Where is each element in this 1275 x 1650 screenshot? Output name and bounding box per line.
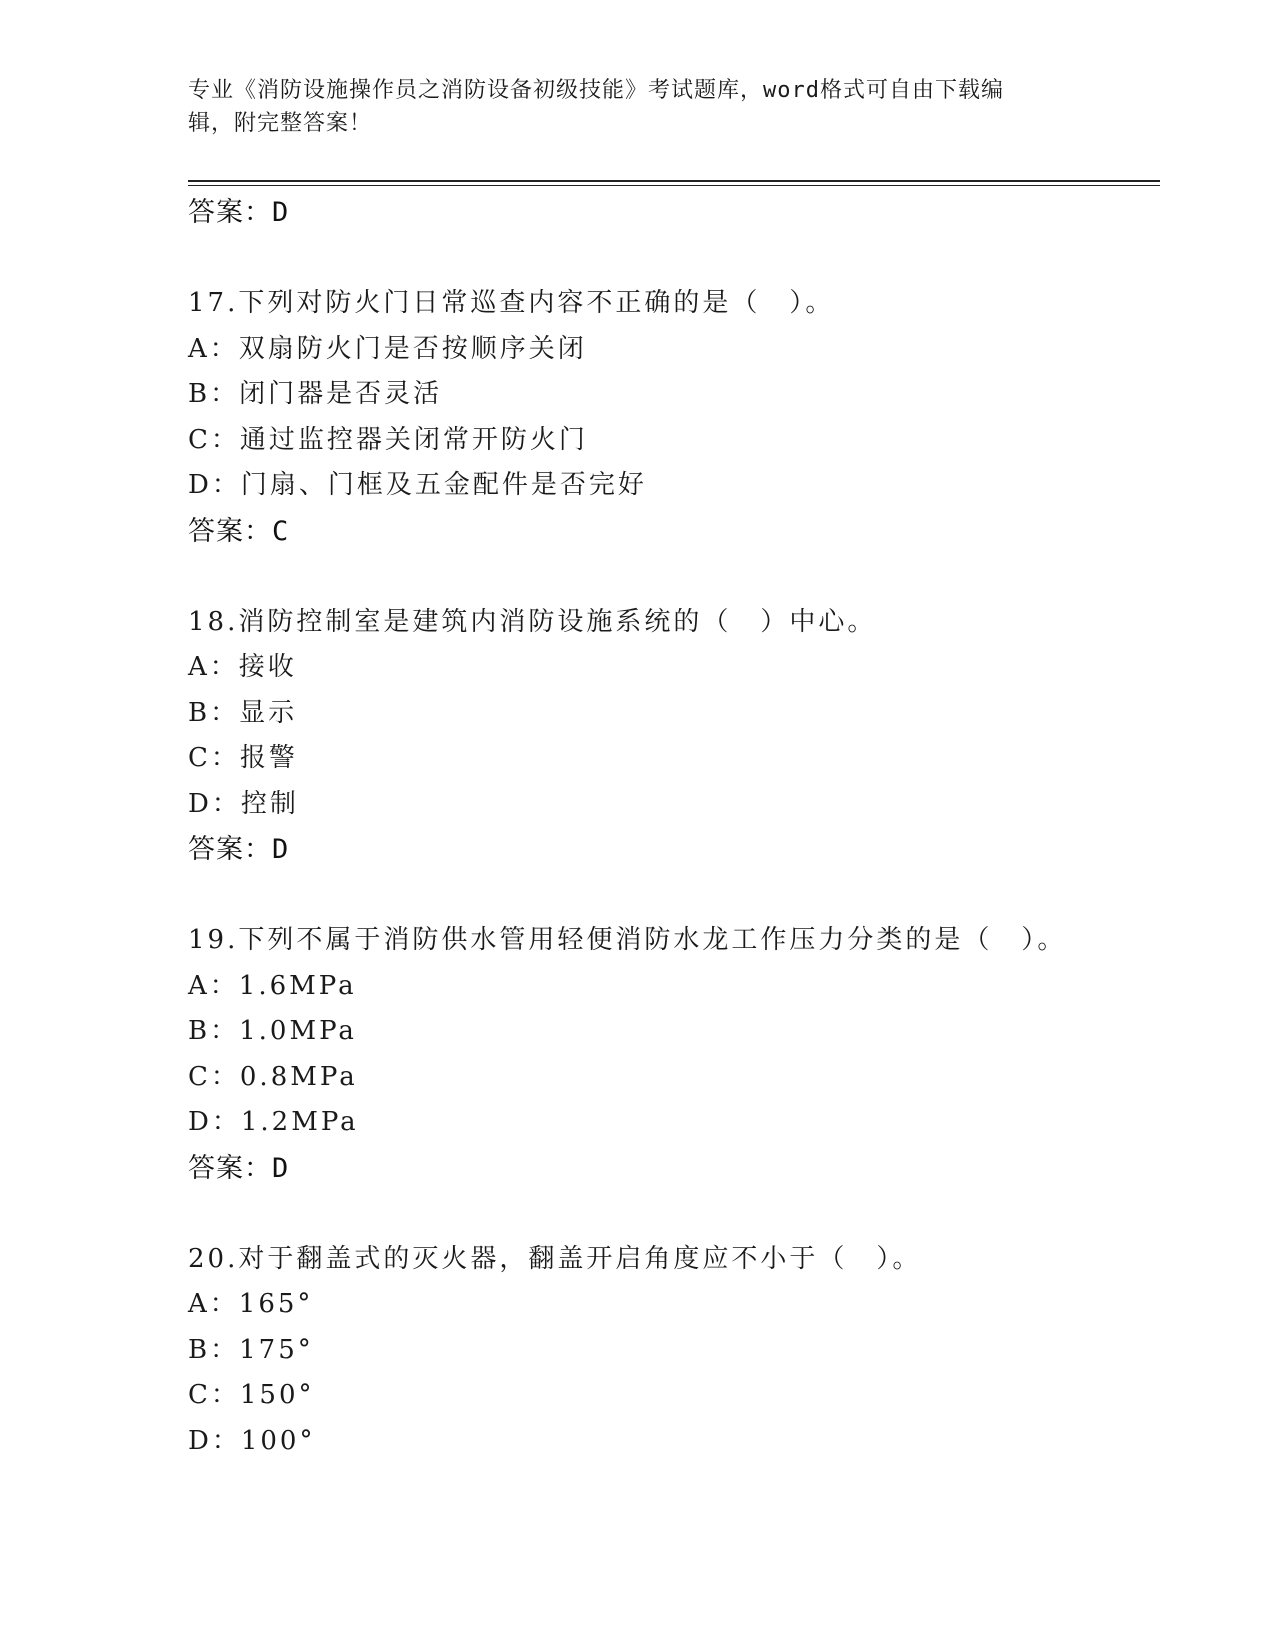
option-a: A：接收 xyxy=(188,652,297,682)
option-d: D：100° xyxy=(188,1425,316,1456)
question-18 xyxy=(188,600,1160,873)
header-rule-thin xyxy=(188,185,1160,186)
option-c: C：通过监控器关闭常开防火门 xyxy=(188,424,588,455)
option-b: B：175° xyxy=(188,1334,314,1365)
answer-q16: 答案：D xyxy=(188,197,290,228)
option-a: A：双扇防火门是否按顺序关闭 xyxy=(188,333,587,364)
header-line-2: 辑，附完整答案！ xyxy=(188,111,373,136)
question-list xyxy=(188,190,1160,1464)
option-a: A：1.6MPa xyxy=(188,970,357,1001)
option-d: D：控制 xyxy=(188,788,299,819)
answer-label: 答案：D xyxy=(188,834,290,865)
option-d: D：1.2MPa xyxy=(188,1107,359,1137)
option-a: A：165° xyxy=(188,1289,314,1319)
spacer xyxy=(188,236,1160,282)
answer-label: 答案：D xyxy=(188,1152,290,1184)
option-b: B：1.0MPa xyxy=(188,1016,357,1046)
question-17 xyxy=(188,281,1160,554)
option-c: C：报警 xyxy=(188,743,298,773)
spacer xyxy=(188,554,1160,600)
spacer xyxy=(188,873,1160,919)
option-c: C：150° xyxy=(188,1380,315,1410)
question-19 xyxy=(188,918,1160,1191)
option-c: C：0.8MPa xyxy=(188,1061,358,1092)
question-stem: 17.下列对防火门日常巡查内容不正确的是（ ）。 xyxy=(188,288,835,318)
question-stem: 19.下列不属于消防供水管用轻便消防水龙工作压力分类的是（ ）。 xyxy=(188,925,1067,955)
answer-label: 答案：C xyxy=(188,515,290,547)
header-line-1: 专业《消防设施操作员之消防设备初级技能》考试题库，word格式可自由下载编 xyxy=(188,78,1004,103)
option-b: B：显示 xyxy=(188,697,298,728)
document-header xyxy=(188,74,1068,140)
question-stem: 20.对于翻盖式的灭火器，翻盖开启角度应不小于（ ）。 xyxy=(188,1243,922,1274)
header-rule-thick xyxy=(188,180,1160,182)
spacer xyxy=(188,1191,1160,1237)
question-20 xyxy=(188,1237,1160,1465)
option-d: D：门扇、门框及五金配件是否完好 xyxy=(188,470,647,500)
option-b: B：闭门器是否灵活 xyxy=(188,379,443,409)
question-stem: 18.消防控制室是建筑内消防设施系统的（ ）中心。 xyxy=(188,606,877,637)
